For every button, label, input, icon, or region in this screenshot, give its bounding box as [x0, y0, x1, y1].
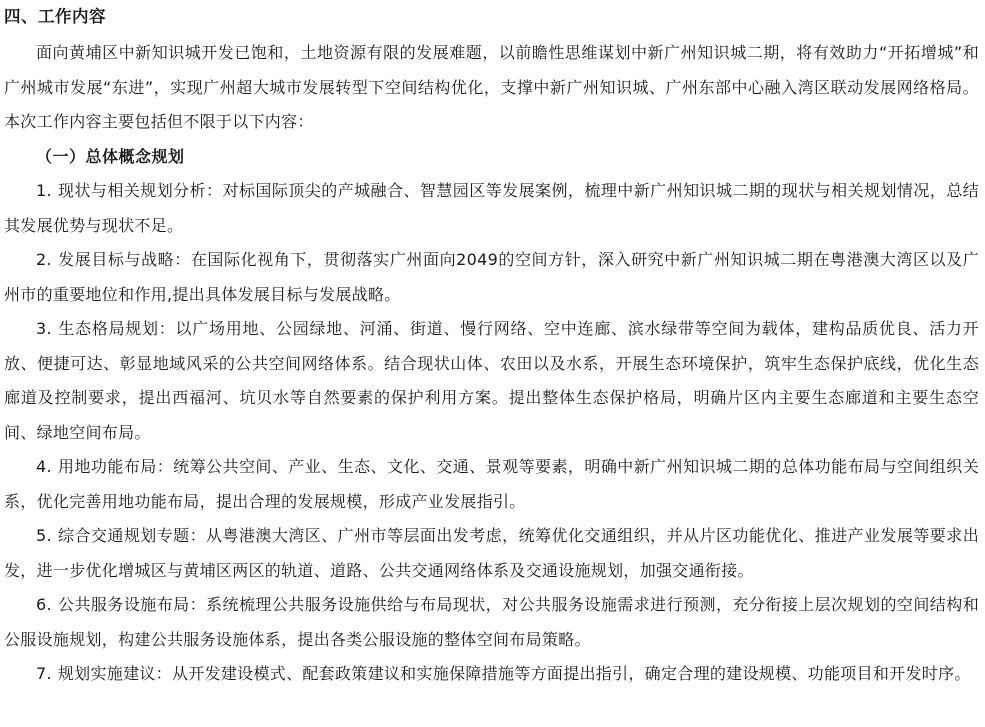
section-heading: 四、工作内容: [4, 7, 106, 26]
list-item-6: [4, 588, 979, 657]
item-text: 发展目标与战略：在国际化视角下，贯彻落实广州面向2049的空间方针，深入研究中新广州知识城二期在粤港澳大湾区以及广州市的重要地位和作用,提出具体发展目标与发展战略。: [4, 250, 979, 304]
item-text: 生态格局规划：以广场用地、公园绿地、河涌、街道、慢行网络、空中连廊、滨水绿带等空间为载体，建构品质优良、活力开放、便捷可达、彰显地域风采的公共空间网络体系。结合现状山体、农田以及水系，开展生态环境保护，筑牢生态保护底线，优化生态廊道及控制要求，提出西福河、坑贝水等自然要素的保护利用方案。提出整体生态保护格局，明确片区内主要生态廊道和主要生态空间、绿地空间布局。: [4, 319, 979, 442]
item-text: 规划实施建议：从开发建设模式、配套政策建议和实施保障措施等方面提出指引，确定合理的建设规模、功能项目和开发时序。: [57, 664, 971, 683]
list-item-7: [4, 657, 979, 692]
item-text: 公共服务设施布局：系统梳理公共服务设施供给与布局现状，对公共服务设施需求进行预测，充分衔接上层次规划的空间结构和公服设施规划，构建公共服务设施体系，提出各类公服设施的整体空间布局策略。: [4, 595, 979, 649]
list-item-2: [4, 243, 979, 312]
item-text: 用地功能布局：统筹公共空间、产业、生态、文化、交通、景观等要素，明确中新广州知识城二期的总体功能布局与空间组织关系，优化完善用地功能布局，提出合理的发展规模，形成产业发展指引。: [4, 457, 979, 511]
item-number: 6.: [36, 595, 52, 614]
item-number: 2.: [36, 250, 52, 269]
item-number: 1.: [36, 181, 52, 200]
list-item-1: [4, 174, 979, 243]
document-body: [4, 4, 979, 692]
item-number: 7.: [36, 664, 52, 683]
subsection-heading: （一）总体概念规划: [36, 146, 185, 166]
item-text: 综合交通规划专题：从粤港澳大湾区、广州市等层面出发考虑，统筹优化交通组织，并从片区功能优化、推进产业发展等要求出发，进一步优化增城区与黄埔区两区的轨道、道路、公共交通网络体系及交通设施规划，加强交通衔接。: [4, 526, 979, 580]
intro-paragraph: 面向黄埔区中新知识城开发已饱和，土地资源有限的发展难题，以前瞻性思维谋划中新广州知识城二期，将有效助力“开拓增城”和广州城市发展“东进”，实现广州超大城市发展转型下空间结构优化，支撑中新广州知识城、广州东部中心融入湾区联动发展网络格局。本次工作内容主要包括但不限于以下内容：: [4, 43, 979, 131]
item-number: 4.: [36, 457, 52, 476]
item-number: 5.: [36, 526, 52, 545]
list-item-3: [4, 312, 979, 450]
list-item-4: [4, 450, 979, 519]
item-number: 3.: [36, 319, 52, 338]
list-item-5: [4, 519, 979, 588]
item-text: 现状与相关规划分析：对标国际顶尖的产城融合、智慧园区等发展案例，梳理中新广州知识城二期的现状与相关规划情况，总结其发展优势与现状不足。: [4, 181, 979, 235]
